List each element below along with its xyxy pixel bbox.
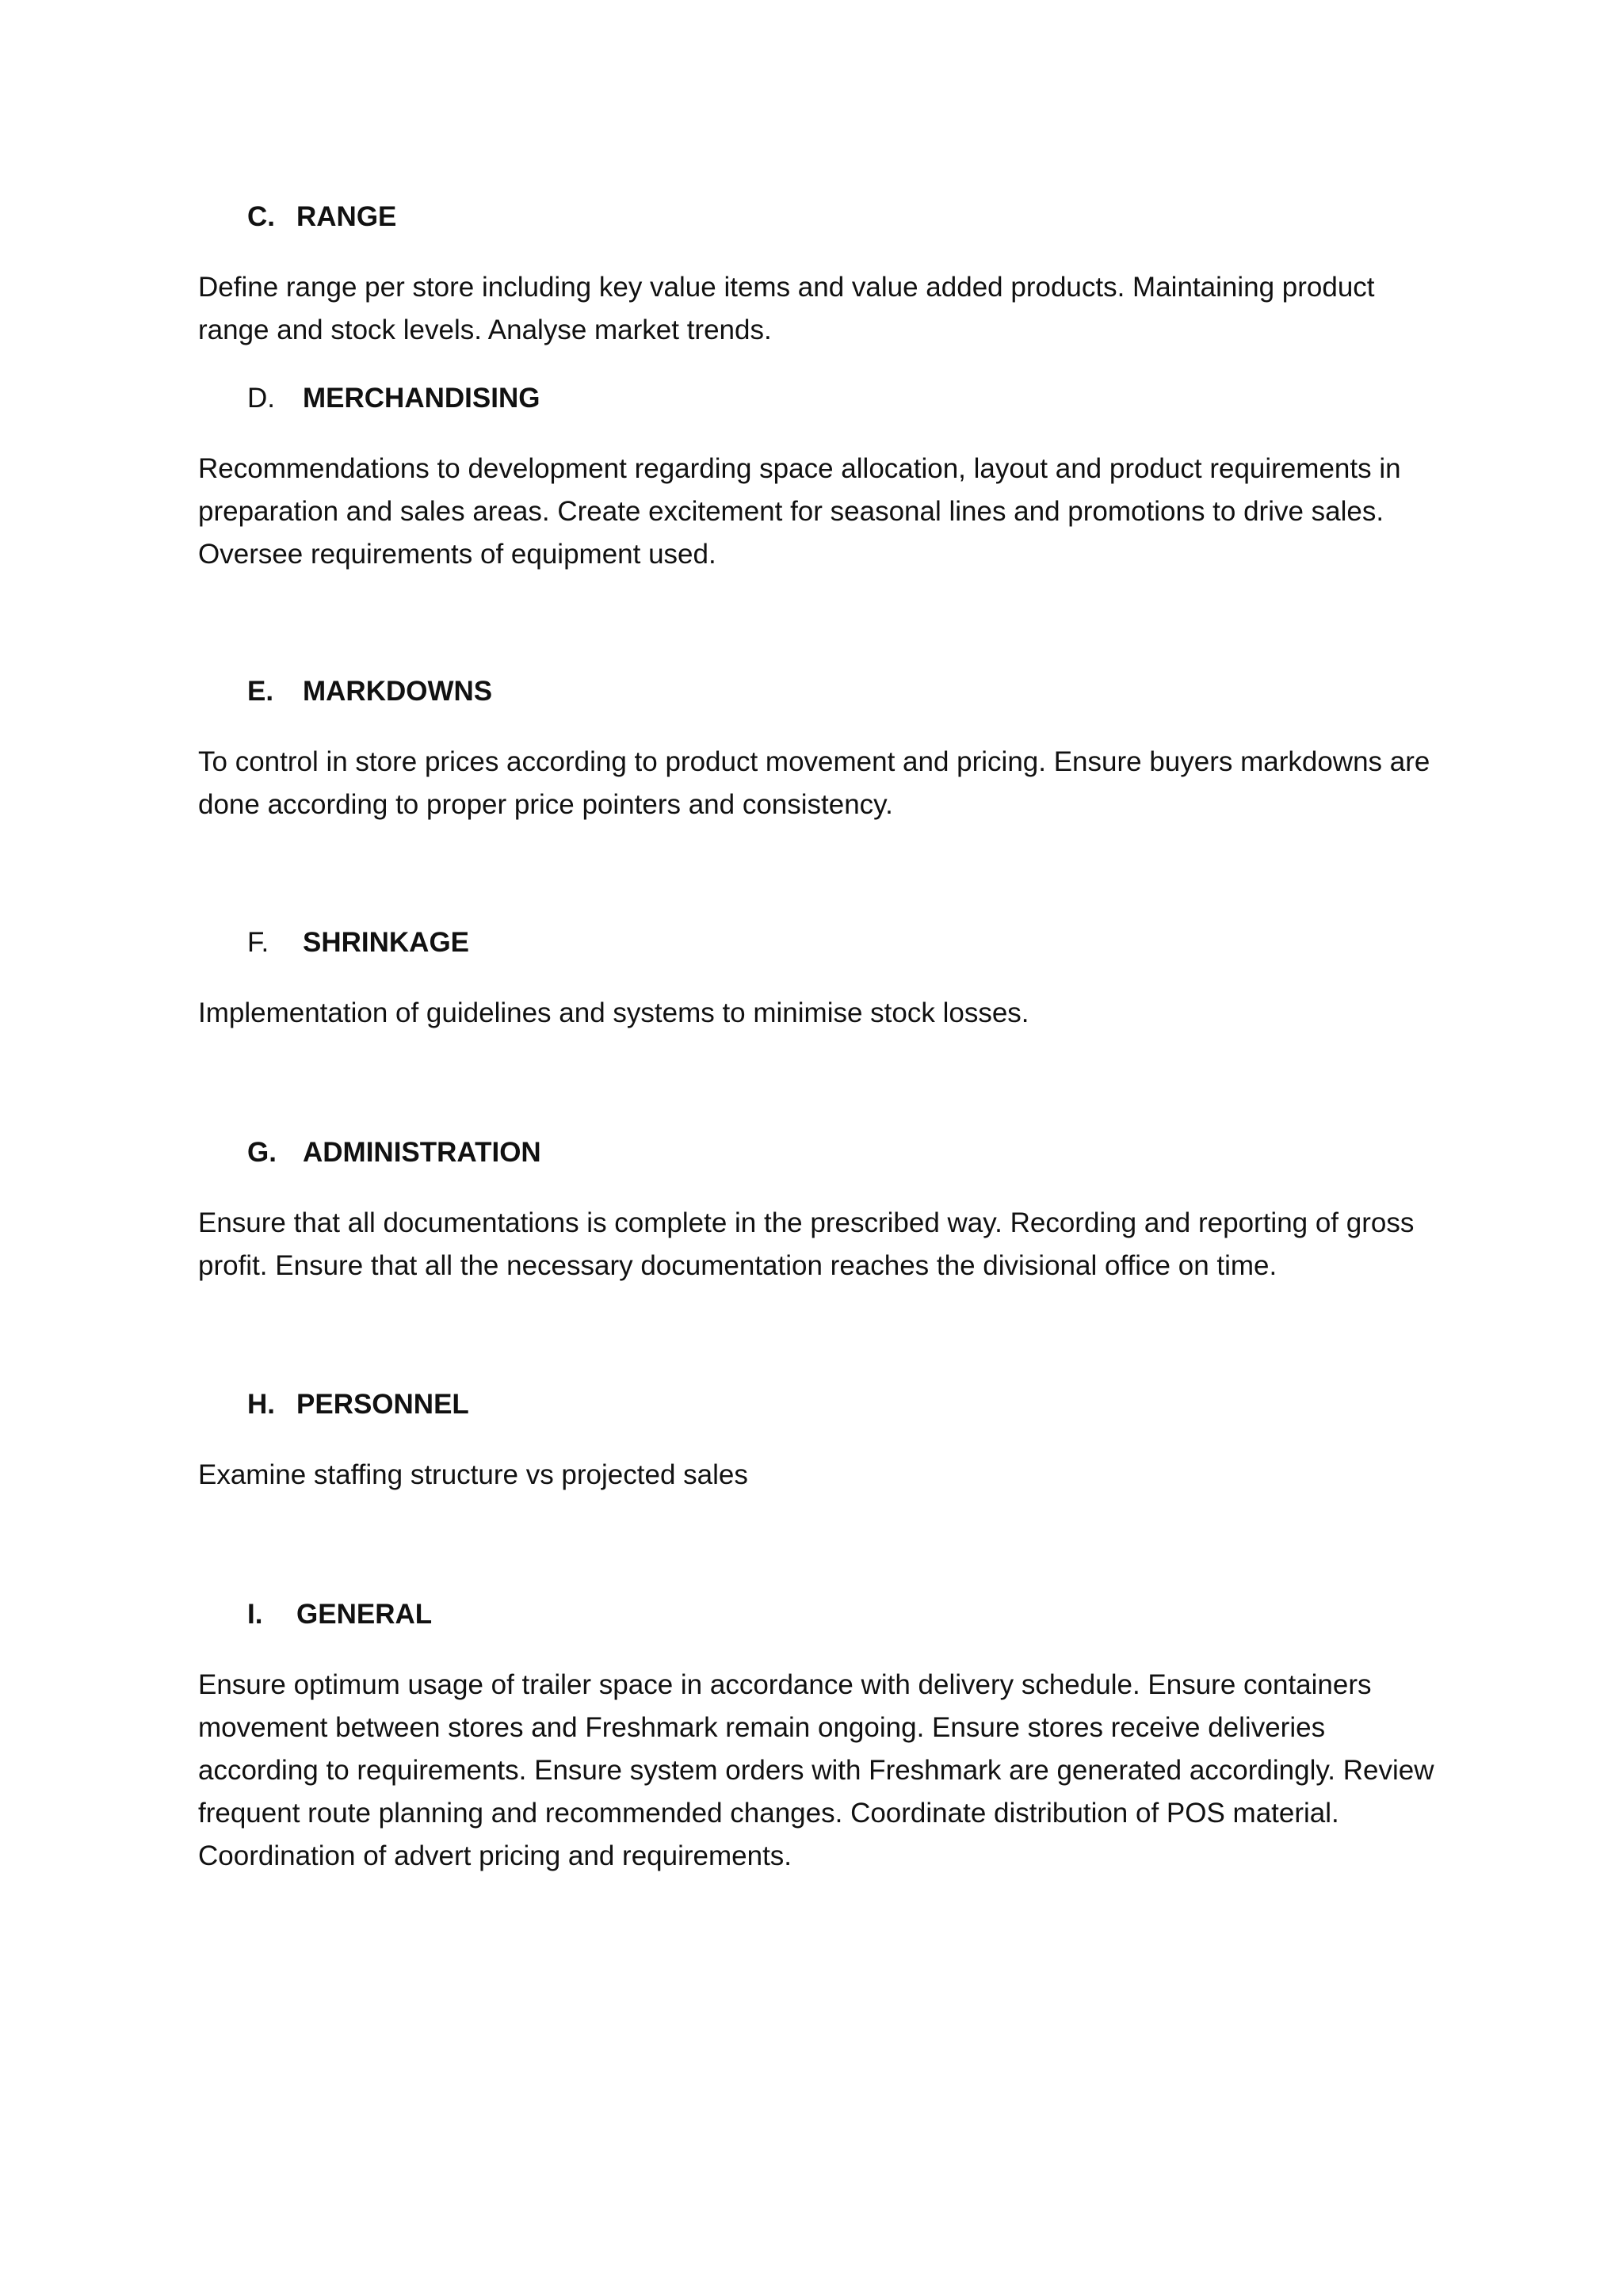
- body-line: Ensure optimum usage of trailer space in accordance with delivery schedule. Ensure containers: [198, 1669, 1372, 1700]
- section-title: MARKDOWNS: [303, 676, 493, 707]
- section-title: PERSONNEL: [296, 1389, 469, 1420]
- section-heading-administration: [247, 1135, 541, 1170]
- body-line: according to requirements. Ensure system orders with Freshmark are generated accordingly. Review: [198, 1755, 1434, 1786]
- section-body-administration: [198, 1202, 1450, 1287]
- body-line: frequent route planning and recommended changes. Coordinate distribution of POS material.: [198, 1798, 1339, 1829]
- body-line: Recommendations to development regarding space allocation, layout and product requirements in: [198, 453, 1401, 484]
- body-line: To control in store prices according to product movement and pricing. Ensure buyers markdowns are: [198, 746, 1430, 777]
- section-heading-personnel: [247, 1387, 469, 1422]
- section-letter: F.: [247, 927, 269, 958]
- section-heading-shrinkage: [247, 925, 469, 960]
- section-body-personnel: [198, 1454, 1450, 1497]
- section-body-general: [198, 1664, 1450, 1878]
- section-letter: G.: [247, 1137, 277, 1168]
- body-line: Coordination of advert pricing and requirements.: [198, 1840, 792, 1871]
- body-line: movement between stores and Freshmark remain ongoing. Ensure stores receive deliveries: [198, 1712, 1326, 1743]
- body-line: preparation and sales areas. Create excitement for seasonal lines and promotions to drive sales.: [198, 496, 1384, 527]
- section-heading-range: [247, 200, 396, 235]
- section-letter: H.: [247, 1389, 275, 1420]
- section-title: SHRINKAGE: [303, 927, 470, 958]
- section-body-markdowns: [198, 741, 1450, 826]
- section-body-range: [198, 266, 1450, 352]
- body-line: done according to proper price pointers and consistency.: [198, 789, 893, 820]
- body-line: profit. Ensure that all the necessary documentation reaches the divisional office on time.: [198, 1250, 1277, 1281]
- section-body-merchandising: [198, 448, 1450, 576]
- section-heading-markdowns: [247, 674, 492, 709]
- section-letter: E.: [247, 676, 274, 707]
- body-line: Examine staffing structure vs projected sales: [198, 1459, 748, 1490]
- body-line: Ensure that all documentations is complete in the prescribed way. Recording and reporting of gross: [198, 1207, 1415, 1238]
- section-heading-general: [247, 1597, 432, 1632]
- body-line: Define range per store including key value items and value added products. Maintaining product: [198, 272, 1375, 303]
- section-title: MERCHANDISING: [303, 383, 540, 414]
- section-letter: C.: [247, 201, 275, 232]
- body-line: range and stock levels. Analyse market trends.: [198, 315, 772, 345]
- section-title: RANGE: [296, 201, 397, 232]
- body-line: Implementation of guidelines and systems to minimise stock losses.: [198, 997, 1029, 1028]
- section-letter: I.: [247, 1599, 263, 1630]
- section-body-shrinkage: [198, 992, 1450, 1035]
- section-heading-merchandising: [247, 381, 540, 416]
- section-title: ADMINISTRATION: [303, 1137, 541, 1168]
- section-title: GENERAL: [296, 1599, 433, 1630]
- section-letter: D.: [247, 383, 275, 414]
- body-line: Oversee requirements of equipment used.: [198, 539, 716, 570]
